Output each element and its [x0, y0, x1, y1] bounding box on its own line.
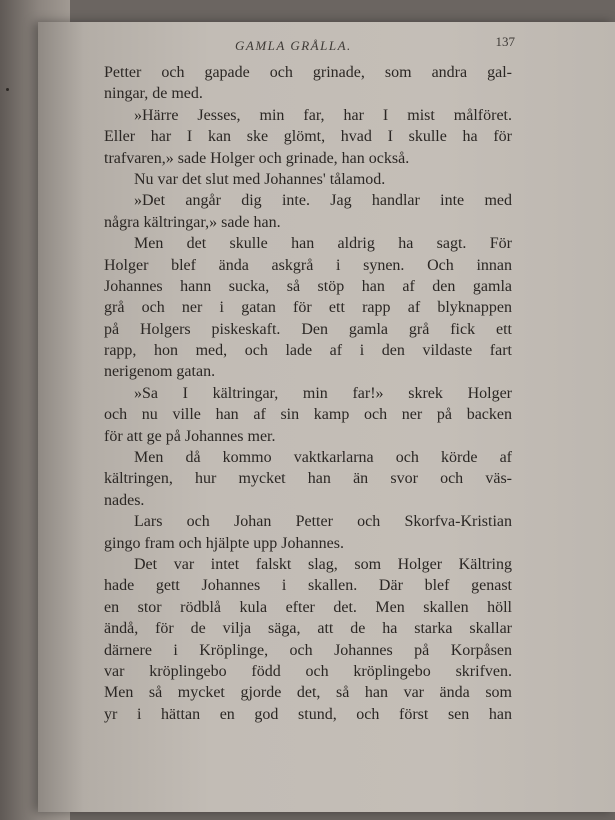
text-line: nerigenom gatan.: [104, 363, 216, 381]
text-line: trafvaren,» sade Holger och grinade, han också.: [104, 149, 410, 167]
margin-speck: [6, 88, 9, 91]
text-line: grå och ner i gatan för ett rapp af blyknappen: [104, 299, 512, 317]
text-line: rapp, hon med, och lade af i den vildaste fart: [104, 342, 512, 360]
text-line: Nu var det slut med Johannes' tålamod.: [134, 170, 386, 188]
text-line: Men då kommo vaktkarlarna och körde af: [134, 449, 512, 467]
text-line: för att ge på Johannes mer.: [104, 427, 276, 445]
text-line: Men det skulle han aldrig ha sagt. För: [134, 235, 512, 253]
text-line: var kröplingebo född och kröplingebo skrifven.: [104, 662, 512, 680]
text-line: »Sa I kältringar, min far!» skrek Holger: [134, 384, 512, 402]
text-line: ändå, för de vilja säga, att de ha starka skallar: [104, 620, 512, 638]
text-line: Petter och gapade och grinade, som andra gal-: [104, 64, 512, 81]
page-header: [105, 34, 515, 54]
text-line: några kältringar,» sade han.: [104, 213, 281, 231]
text-line: Lars och Johan Petter och Skorfva-Kristian: [134, 513, 512, 531]
text-line: kältringen, hur mycket han än svor och väs-: [104, 470, 512, 488]
text-line: och nu ville han af sin kamp och ner på backen: [104, 406, 512, 424]
text-line: på Holgers piskeskaft. Den gamla grå fick ett: [104, 320, 512, 338]
text-line: nades.: [104, 491, 145, 509]
text-line: ningar, de med.: [104, 85, 203, 103]
text-line: »Härre Jesses, min far, har I mist målföret.: [134, 106, 512, 124]
body-text: [104, 62, 512, 725]
text-line: Eller har I kan ske glömt, hvad I skulle ha för: [104, 128, 512, 146]
text-line: »Det angår dig inte. Jag handlar inte med: [134, 192, 512, 210]
running-title: GAMLA GRÅLLA.: [235, 38, 352, 53]
text-line: gingo fram och hjälpte upp Johannes.: [104, 534, 344, 552]
text-line: en stor rödblå kula efter det. Men skallen höll: [104, 598, 512, 616]
text-line: hade gett Johannes i skallen. Där blef genast: [104, 577, 512, 595]
page-number: 137: [495, 34, 515, 49]
text-line: yr i hättan en god stund, och först sen han: [104, 705, 512, 723]
text-line: därnere i Kröplinge, och Johannes på Korpåsen: [104, 641, 512, 659]
text-line: Men så mycket gjorde det, så han var ända som: [104, 684, 512, 702]
text-line: Det var intet falskt slag, som Holger Kältring: [134, 555, 512, 573]
text-line: Holger blef ända askgrå i synen. Och innan: [104, 256, 512, 274]
text-line: Johannes hann sucka, så stöp han af den gamla: [104, 277, 512, 295]
